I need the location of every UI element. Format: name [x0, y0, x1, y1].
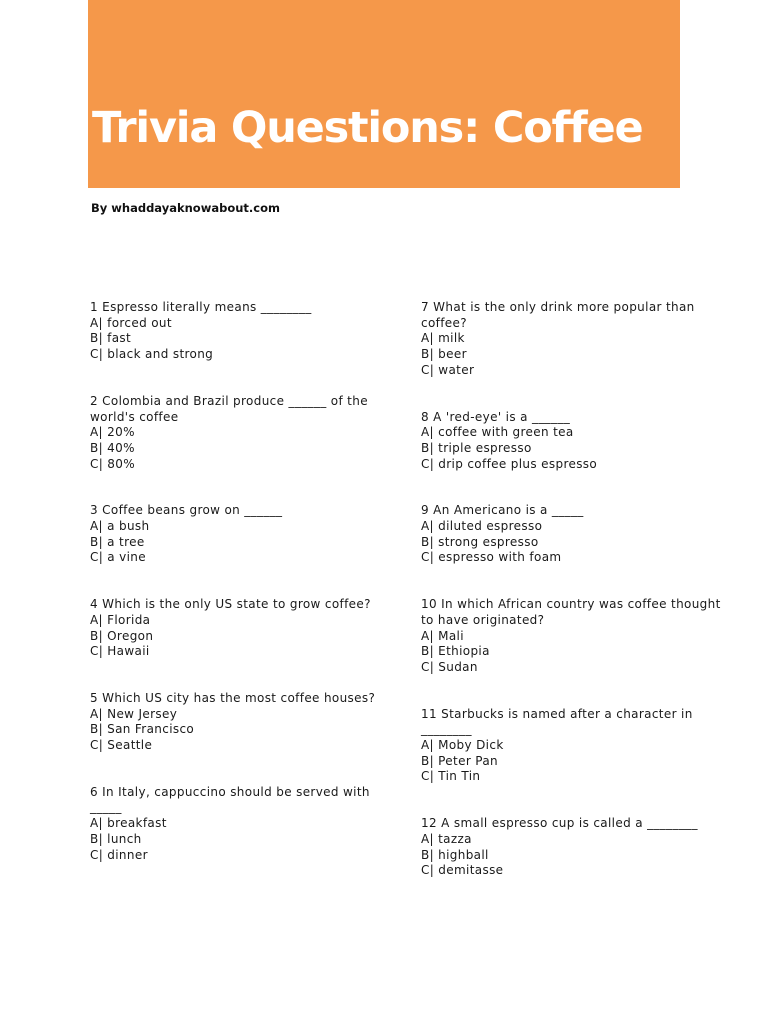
question-12: [421, 816, 721, 879]
question-text: 7 What is the only drink more popular than coffee?: [421, 300, 695, 330]
answer-option-a: A| breakfast: [90, 816, 167, 831]
answer-option-c: C| Sudan: [421, 659, 478, 674]
answer-option-a: A| 20%: [90, 425, 135, 440]
answer-option-c: C| Seattle: [90, 738, 153, 753]
answer-option-b: B| lunch: [90, 831, 142, 846]
questions-right-column: [421, 300, 721, 879]
answer-option-b: B| San Francisco: [90, 722, 195, 737]
question-text: 4 Which is the only US state to grow coffee?: [90, 597, 371, 612]
question-text: 6 In Italy, cappuccino should be served with _____: [90, 784, 370, 815]
answer-option-c: C| demitasse: [421, 863, 504, 878]
answer-option-a: A| a bush: [90, 519, 150, 534]
answer-option-b: B| Ethiopia: [421, 644, 490, 659]
answer-option-c: C| 80%: [90, 456, 136, 471]
answer-option-a: A| milk: [421, 331, 465, 346]
answer-option-c: C| a vine: [90, 550, 146, 565]
answer-option-a: A| forced out: [90, 315, 172, 330]
answer-option-a: A| coffee with green tea: [421, 425, 574, 440]
answer-option-a: A| Mali: [421, 628, 464, 643]
answer-option-a: A| Florida: [90, 612, 151, 627]
answer-option-a: A| Moby Dick: [421, 738, 504, 753]
question-10: [421, 597, 721, 676]
answer-option-b: B| 40%: [90, 440, 135, 455]
answer-option-c: C| Hawaii: [90, 644, 150, 659]
answer-option-c: C| Tin Tin: [421, 769, 481, 784]
answer-option-b: B| a tree: [90, 534, 145, 549]
answer-option-b: B| strong espresso: [421, 534, 539, 549]
question-6: [90, 785, 390, 864]
answer-option-c: C| drip coffee plus espresso: [421, 456, 598, 471]
answer-option-b: B| Peter Pan: [421, 753, 498, 768]
question-4: [90, 597, 390, 660]
question-11: [421, 707, 721, 786]
answer-option-b: B| Oregon: [90, 628, 154, 643]
question-text: 1 Espresso literally means ________: [90, 300, 312, 314]
title-banner: [88, 0, 680, 188]
question-8: [421, 410, 721, 473]
answer-option-c: C| water: [421, 362, 475, 377]
question-2: [90, 394, 390, 473]
answer-option-c: C| espresso with foam: [421, 550, 562, 565]
question-9: [421, 503, 721, 566]
answer-option-a: A| tazza: [421, 831, 472, 846]
question-5: [90, 691, 390, 754]
answer-option-a: A| New Jersey: [90, 706, 178, 721]
answer-option-c: C| dinner: [90, 847, 148, 862]
answer-option-b: B| beer: [421, 347, 467, 362]
question-text: 11 Starbucks is named after a character in ________: [421, 706, 693, 737]
answer-option-a: A| diluted espresso: [421, 519, 543, 534]
question-text: 3 Coffee beans grow on ______: [90, 503, 283, 518]
answer-option-b: B| fast: [90, 331, 132, 346]
page-title: Trivia Questions: Coffee: [92, 103, 643, 153]
question-text: 2 Colombia and Brazil produce ______ of the world's coffee: [90, 393, 368, 424]
answer-option-b: B| triple espresso: [421, 440, 532, 455]
question-text: 10 In which African country was coffee thought to have originated?: [421, 597, 721, 627]
question-1: [90, 300, 390, 363]
question-text: 12 A small espresso cup is called a ________: [421, 816, 698, 831]
question-3: [90, 503, 390, 566]
question-text: 5 Which US city has the most coffee houses?: [90, 690, 376, 705]
answer-option-c: C| black and strong: [90, 347, 214, 362]
byline: By whaddayaknowabout.com: [91, 201, 280, 215]
answer-option-b: B| highball: [421, 847, 489, 862]
question-text: 8 A 'red-eye' is a ______: [421, 409, 571, 424]
questions-left-column: [90, 300, 390, 863]
question-7: [421, 300, 721, 379]
question-text: 9 An Americano is a _____: [421, 503, 584, 518]
